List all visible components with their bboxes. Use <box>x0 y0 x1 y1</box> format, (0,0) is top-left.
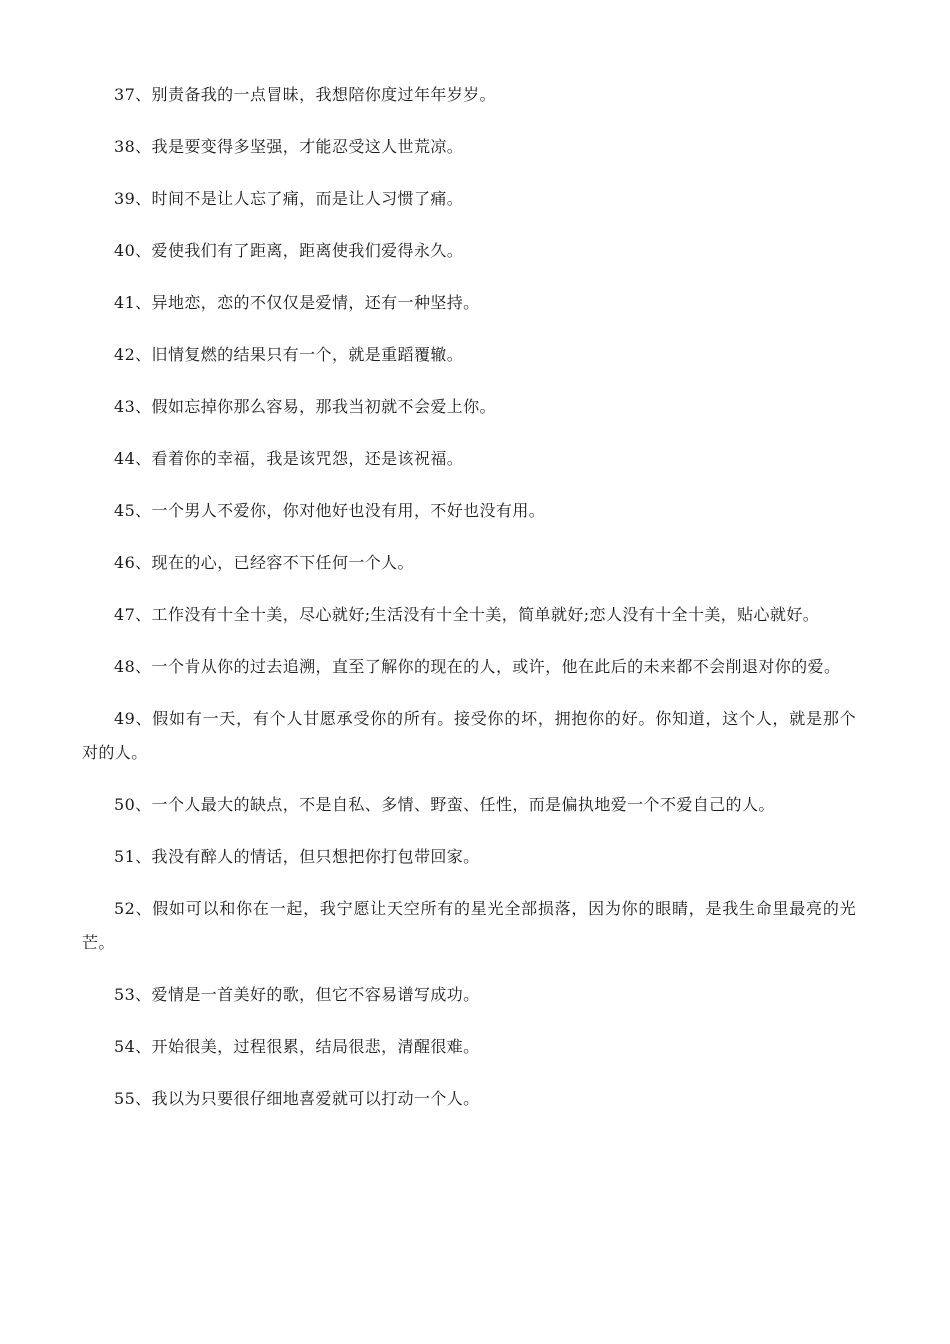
paragraph-43: 43、假如忘掉你那么容易，那我当初就不会爱上你。 <box>114 397 496 416</box>
paragraph-49: 49、假如有一天，有个人甘愿承受你的所有。接受你的坏，拥抱你的好。你知道，这个人，就是那个对的人。 <box>82 709 856 762</box>
paragraph-39: 39、时间不是让人忘了痛，而是让人习惯了痛。 <box>114 189 464 208</box>
paragraph-38: 38、我是要变得多坚强，才能忍受这人世荒凉。 <box>114 137 464 156</box>
paragraph-55: 55、我以为只要很仔细地喜爱就可以打动一个人。 <box>114 1089 480 1108</box>
paragraph-50: 50、一个人最大的缺点，不是自私、多情、野蛮、任性，而是偏执地爱一个不爱自己的人。 <box>114 795 775 814</box>
paragraph-44: 44、看着你的幸福，我是该咒怨，还是该祝福。 <box>114 449 464 468</box>
paragraph-54: 54、开始很美，过程很累，结局很悲，清醒很难。 <box>114 1037 480 1056</box>
paragraph-52: 52、假如可以和你在一起，我宁愿让天空所有的星光全部损落，因为你的眼睛，是我生命里最亮的光芒。 <box>82 899 856 952</box>
paragraph-53: 53、爱情是一首美好的歌，但它不容易谱写成功。 <box>114 985 480 1004</box>
paragraph-41: 41、异地恋，恋的不仅仅是爱情，还有一种坚持。 <box>114 293 480 312</box>
paragraph-42: 42、旧情复燃的结果只有一个，就是重蹈覆辙。 <box>114 345 464 364</box>
document-body <box>82 78 856 1134</box>
paragraph-40: 40、爱使我们有了距离，距离使我们爱得永久。 <box>114 241 464 260</box>
paragraph-47: 47、工作没有十全十美，尽心就好;生活没有十全十美，简单就好;恋人没有十全十美，贴心就好。 <box>114 605 820 624</box>
paragraph-51: 51、我没有醉人的情话，但只想把你打包带回家。 <box>114 847 480 866</box>
paragraph-37: 37、别责备我的一点冒昧，我想陪你度过年年岁岁。 <box>114 85 496 104</box>
paragraph-48: 48、一个肯从你的过去追溯，直至了解你的现在的人，或许，他在此后的未来都不会削退对你的爱。 <box>114 657 841 676</box>
paragraph-46: 46、现在的心，已经容不下任何一个人。 <box>114 553 414 572</box>
paragraph-45: 45、一个男人不爱你，你对他好也没有用，不好也没有用。 <box>114 501 546 520</box>
